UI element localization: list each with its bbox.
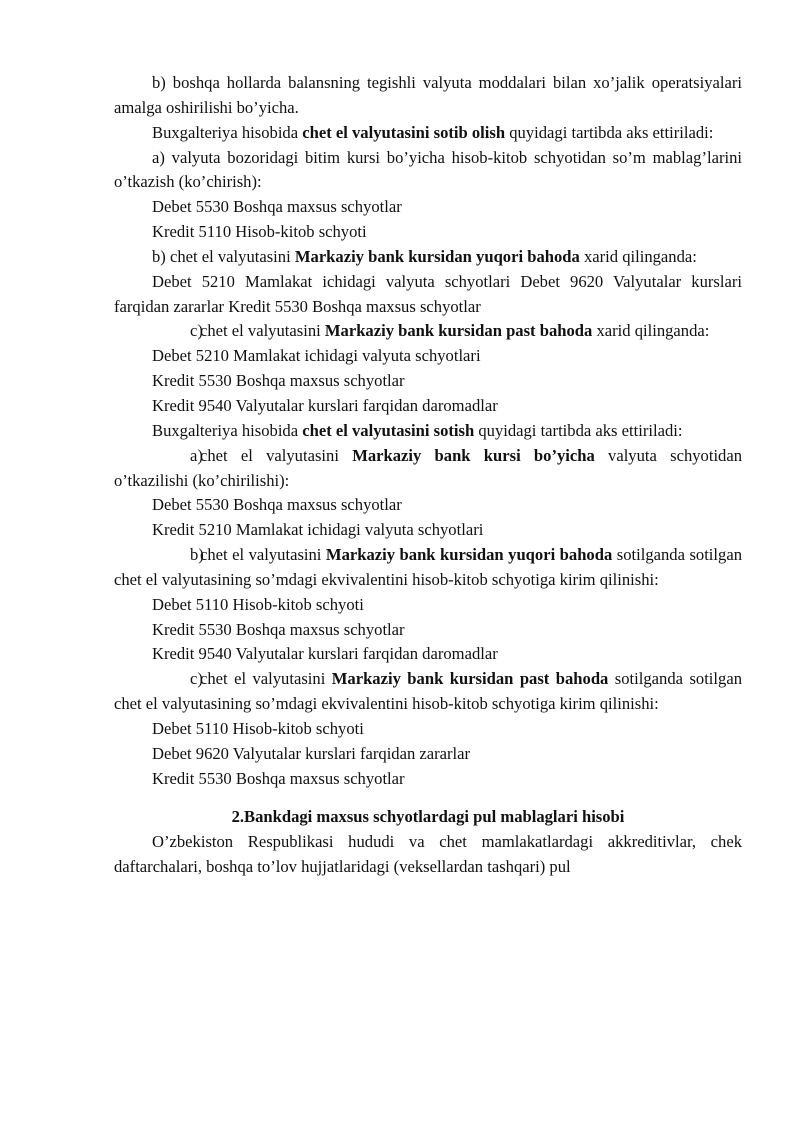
ledger-entry-line: Kredit 5210 Mamlakat ichidagi valyuta schyotlari	[152, 520, 484, 540]
ledger-entry-line: Kredit 5110 Hisob-kitob schyoti	[152, 222, 367, 242]
ledger-entry-line: Kredit 9540 Valyutalar kurslari farqidan daromadlar	[152, 644, 498, 664]
paragraph	[114, 830, 742, 880]
ledger-entry-line: Debet 9620 Valyutalar kurslari farqidan zararlar	[152, 743, 471, 763]
emphasis-text: Markaziy bank kursidan yuqori bahoda	[294, 246, 580, 266]
paragraph-text: sotilganda sotilgan chet el valyutasining so’mdagi ekvivalentini hisob-kitob schyotiga kirim qilinishi:	[114, 545, 742, 589]
paragraph-text: chet el valyutasini	[200, 445, 353, 465]
document-page	[114, 71, 742, 880]
paragraph	[114, 543, 742, 593]
ledger-entry-line: Debet 5530 Boshqa maxsus schyotlar	[152, 197, 402, 217]
paragraph-text: xarid qilinganda:	[579, 246, 697, 266]
section-heading: 2.Bankdagi maxsus schyotlardagi pul mablaglari hisobi	[231, 807, 625, 827]
ledger-entry-line: Debet 5210 Mamlakat ichidagi valyuta schyotlari	[152, 346, 481, 366]
paragraph-text: b) chet el valyutasini	[152, 246, 295, 266]
emphasis-text: Markaziy bank kursidan past bahoda	[324, 321, 593, 341]
paragraph-text: xarid qilinganda:	[592, 321, 710, 341]
paragraph	[114, 319, 742, 344]
paragraph-text: sotilganda sotilgan chet el valyutasining so’mdagi ekvivalentini hisob-kitob schyotiga kirim qilinishi:	[114, 669, 742, 714]
emphasis-text: Markaziy bank kursi bo’yicha	[352, 445, 595, 465]
ledger-entry-line: Kredit 5530 Boshqa maxsus schyotlar	[152, 371, 405, 391]
ledger-entry-line: Debet 5110 Hisob-kitob schyoti	[152, 594, 364, 614]
ledger-entry-line: Kredit 9540 Valyutalar kurslari farqidan daromadlar	[152, 395, 498, 415]
list-label: c)	[190, 321, 203, 341]
paragraph-text: quyidagi tartibda aks ettiriladi:	[505, 122, 714, 142]
paragraph-text: valyuta schyotidan o’tkazilishi (ko’chirilishi):	[114, 445, 743, 490]
ledger-entry-line: Kredit 5530 Boshqa maxsus schyotlar	[152, 768, 405, 788]
paragraph	[114, 270, 742, 320]
emphasis-text: chet el valyutasini sotib olish	[302, 122, 506, 142]
paragraph	[114, 71, 742, 121]
paragraph-text: chet el valyutasini	[200, 545, 326, 565]
paragraph-text: O’zbekiston Respublikasi hududi va chet mamlakatlardagi akkreditivlar, chek daftarchalari, boshqa to’lov hujjatlaridagi (veksellardan tashqari) pul	[114, 832, 742, 877]
paragraph-text: chet el valyutasini	[200, 669, 332, 689]
paragraph	[114, 146, 742, 196]
paragraph-text: Debet 5210 Mamlakat ichidagi valyuta schyotlari Debet 9620 Valyutalar kurslari farqidan zararlar Kredit 5530 Boshqa maxsus schyotlar	[114, 271, 742, 316]
emphasis-text: Markaziy bank kursidan yuqori bahoda	[325, 545, 613, 565]
ledger-entry-line: Debet 5530 Boshqa maxsus schyotlar	[152, 495, 402, 515]
ledger-entry-line: Debet 5110 Hisob-kitob schyoti	[152, 718, 364, 738]
emphasis-text: Markaziy bank kursidan past bahoda	[331, 669, 609, 689]
paragraph-text: chet el valyutasini	[200, 321, 325, 341]
paragraph-text: Buxgalteriya hisobida	[152, 122, 303, 142]
list-label: c)	[190, 669, 203, 689]
paragraph-text: quyidagi tartibda aks ettiriladi:	[474, 420, 683, 440]
list-label: b)	[190, 545, 204, 565]
paragraph	[114, 121, 742, 146]
paragraph-text: a) valyuta bozoridagi bitim kursi bo’yicha hisob-kitob schyotidan so’m mablag’larini o’tkazish (ko’chirish):	[114, 147, 742, 192]
ledger-entry-line: Kredit 5530 Boshqa maxsus schyotlar	[152, 619, 405, 639]
paragraph-text: b) boshqa hollarda balansning tegishli valyuta moddalari bilan xo’jalik operatsiyalari amalga oshirilishi bo’yicha.	[114, 73, 742, 117]
paragraph	[114, 444, 742, 494]
list-label: a)	[190, 445, 203, 465]
paragraph	[114, 245, 742, 270]
paragraph	[114, 667, 742, 717]
paragraph	[114, 419, 742, 444]
emphasis-text: chet el valyutasini sotish	[302, 420, 475, 440]
paragraph-text: Buxgalteriya hisobida	[152, 420, 303, 440]
